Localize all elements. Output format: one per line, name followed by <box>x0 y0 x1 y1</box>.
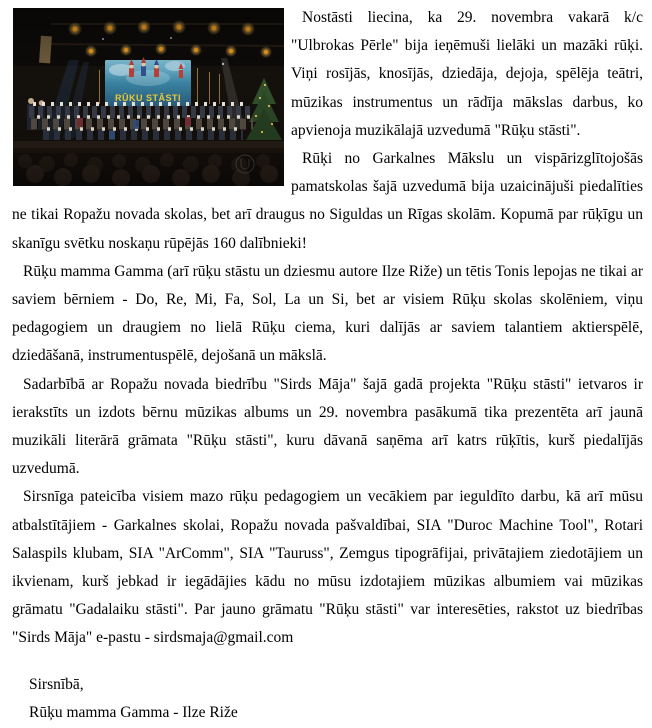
event-photo <box>13 8 284 186</box>
paragraph-3: Rūķu mamma Gamma (arī rūķu stāstu un dziesmu autore Ilze Riže) un tētis Tonis lepojas ne tikai ar saviem bērniem - Do, Re, Mi, Fa, Sol, La un Si, bet ar visiem Rūķu skolas skolēniem, viņu pedagogiem un draugiem no lielā Rūķu ciema, kuri dalījās ar saviem talantiem aktierspēlē, dziedāšanā, instrumentuspēlē, dejošanā un mākslā. <box>12 262 643 365</box>
paragraph-5: Sirsnīga pateicība visiem mazo rūķu pedagogiem un vecākiem par ieguldīto darbu, kā arī mūsu atbalstītājiem - Garkalnes skolai, Ropažu novada pašvaldībai, SIA "Duroc Machine Tool", Rotari Salaspils klubam, SIA "ArComm", SIA "Tauruss", Zemgus tipogrāfijai, privātajiem ziedotājiem un ikvienam, kurš jebkad ir iegādājies kādu no mūsu izdotajiem mūzikas albumiem vai mūzikas grāmatu "Gadalaiku stāsti". Par jauno grāmatu "Rūķu stāsti" var interesēties, rakstot uz biedrības "Sirds Māja" e-pastu - sirdsmaja@gmail.com <box>12 488 643 647</box>
closing-salutation: Sirsnībā, <box>29 675 84 693</box>
stage-photo-graphic <box>13 8 284 186</box>
photo-vignette <box>13 8 284 186</box>
paragraph-2: Rūķi no Garkalnes Mākslu un vispārizglītojošās pamatskolas šajā uzvedumā bija uzaicinājuši piedalīties ne tikai Ropažu novada skolas, bet arī draugus no Siguldas un Rīgas skolām. Kopumā par rūķīgu un skanīgu svētku noskaņu rūpējās 160 dalībnieki! <box>12 150 643 252</box>
paragraph-1: Nostāsti liecina, ka 29. novembra vakarā k/c "Ulbrokas Pērle" bija ieņēmuši lielāki un mazāki rūķi. Viņi rosījās, knosījās, dziedāja, dejoja, spēlēja teātri, mūzikas instrumentus un rādīja mākslas darbus, ko apvienoja muzikālajā uzvedumā "Rūķu stāsti". <box>291 9 643 139</box>
paragraph-4: Sadarbībā ar Ropažu novada biedrību "Sirds Māja" šajā gadā projekta "Rūķu stāsti" ietvaros ir ierakstīts un izdots bērnu mūzikas albums un 29. novembra pasākumā tika prezentēta arī jaunā muzikāli literārā grāmata "Rūķu stāsti", kuru dāvanā saņēma arī katrs rūķītis, kurš piedalījās uzvedumā. <box>12 375 643 478</box>
closing-signature: Rūķu mamma Gamma - Ilze Riže <box>29 703 238 721</box>
